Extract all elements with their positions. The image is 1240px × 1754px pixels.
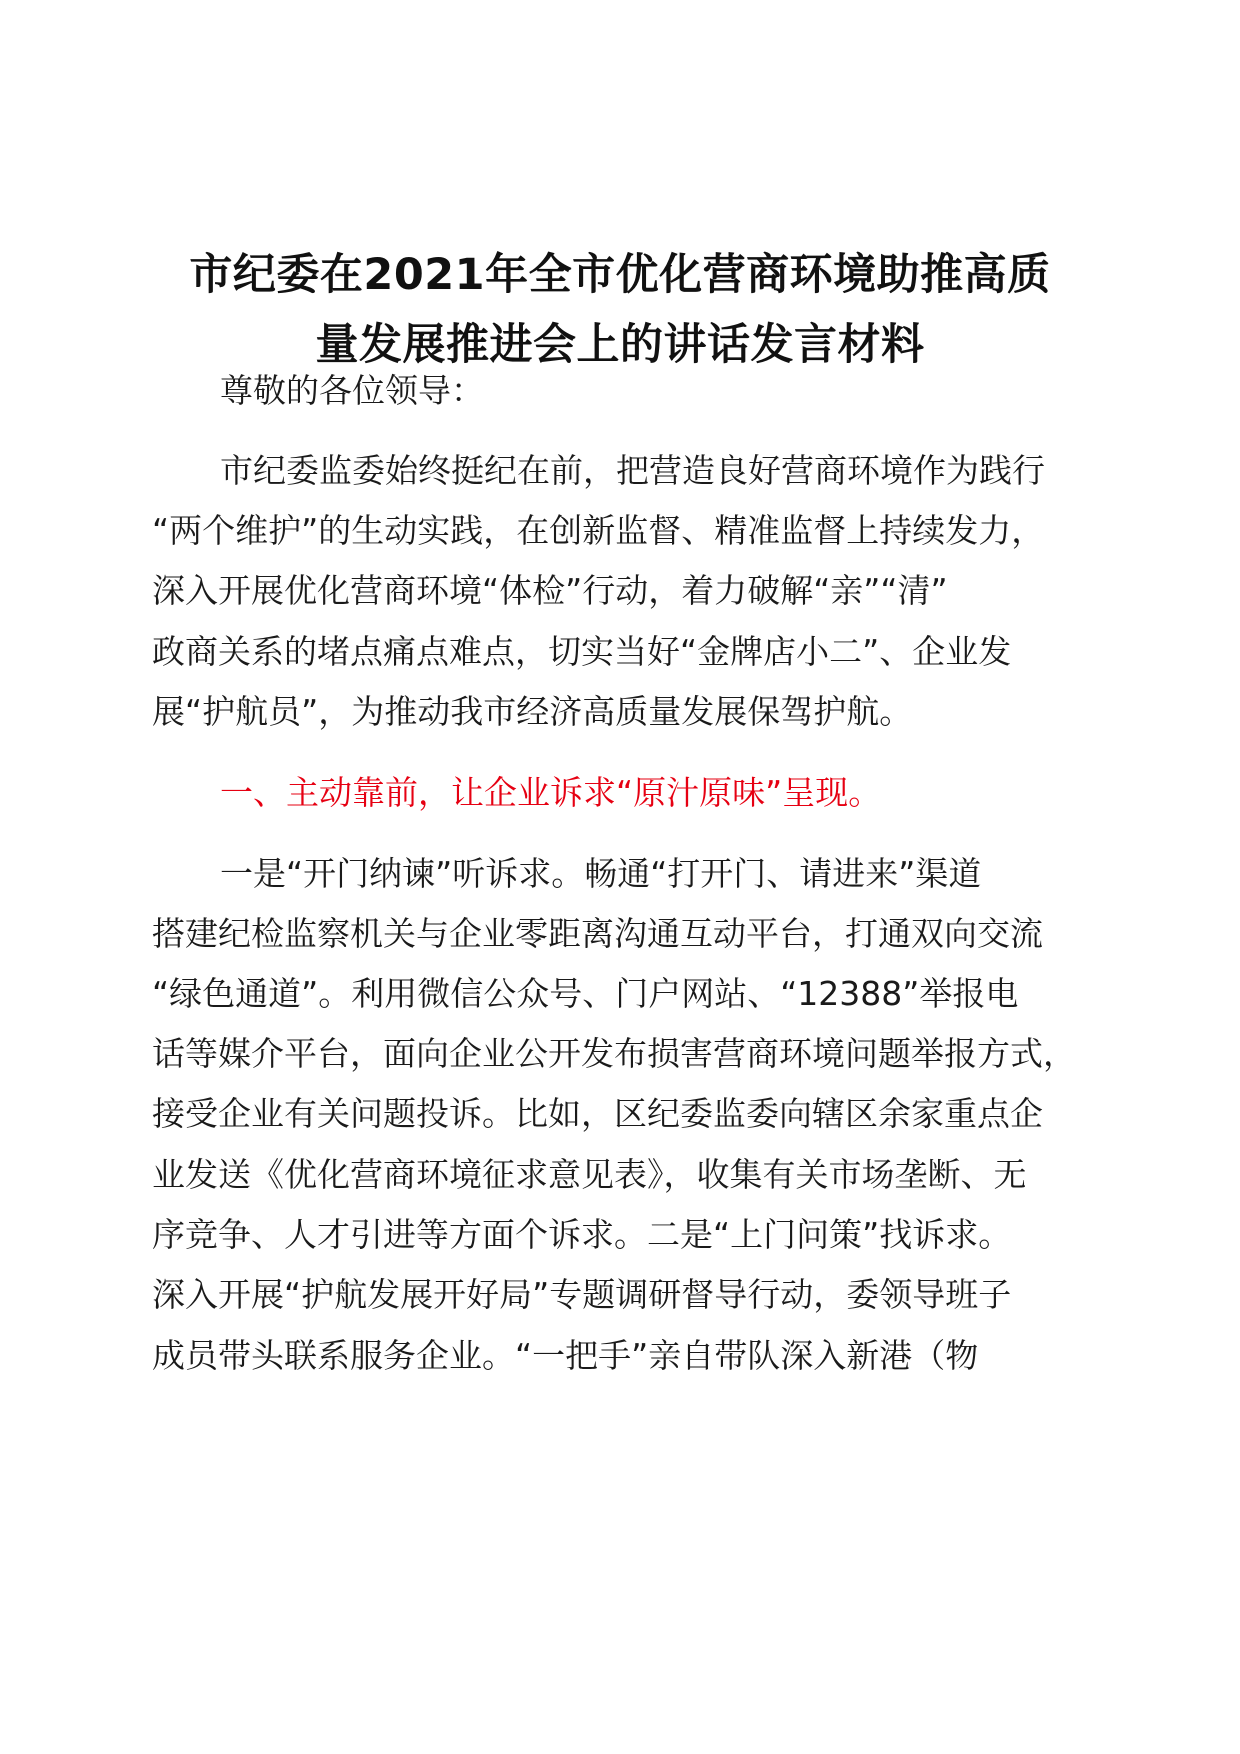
paragraph-1-line-4: 政商关系的堵点痛点难点，切实当好“金牌店小二”、企业发 [152,632,1012,671]
paragraph-1-line-2: “两个维护”的生动实践，在创新监督、精准监督上持续发力， [152,511,1045,550]
paragraph-2-line-2: 搭建纪检监察机关与企业零距离沟通互动平台，打通双向交流 [152,914,1043,953]
paragraph-2-line-4: 话等媒介平台，面向企业公开发布损害营商环境问题举报方式， [152,1034,1076,1073]
paragraph-1-line-3: 深入开展优化营商环境“体检”行动，着力破解“亲”“清” [152,571,948,610]
title-line-1: 市纪委在2021年全市优化营商环境助推高质 [189,250,1051,300]
title-line-2: 量发展推进会上的讲话发言材料 [315,320,925,370]
document-title [150,240,1090,380]
paragraph-2-line-8: 深入开展“护航发展开好局”专题调研督导行动，委领导班子 [152,1275,1012,1314]
paragraph-2-line-3: “绿色通道”。利用微信公众号、门户网站、“12388”举报电 [152,974,1019,1013]
paragraph-2-line-5: 接受企业有关问题投诉。比如，区纪委监委向辖区余家重点企 [152,1094,1043,1133]
paragraph-1-line-1: 市纪委监委始终挺纪在前，把营造良好营商环境作为践行 [220,451,1045,490]
section-1-heading: 一、主动靠前，让企业诉求“原汁原味”呈现。 [220,773,882,812]
paragraph-2-line-7: 序竞争、人才引进等方面个诉求。二是“上门问策”找诉求。 [152,1215,1012,1254]
salutation: 尊敬的各位领导： [220,371,484,410]
paragraph-2-line-6: 业发送《优化营商环境征求意见表》，收集有关市场垄断、无 [152,1155,1027,1194]
paragraph-2-line-1: 一是“开门纳谏”听诉求。畅通“打开门、请进来”渠道 [220,854,982,893]
paragraph-1-line-5: 展“护航员”，为推动我市经济高质量发展保驾护航。 [152,692,913,731]
paragraph-2-line-9: 成员带头联系服务企业。“一把手”亲自带队深入新港（物 [152,1336,979,1375]
